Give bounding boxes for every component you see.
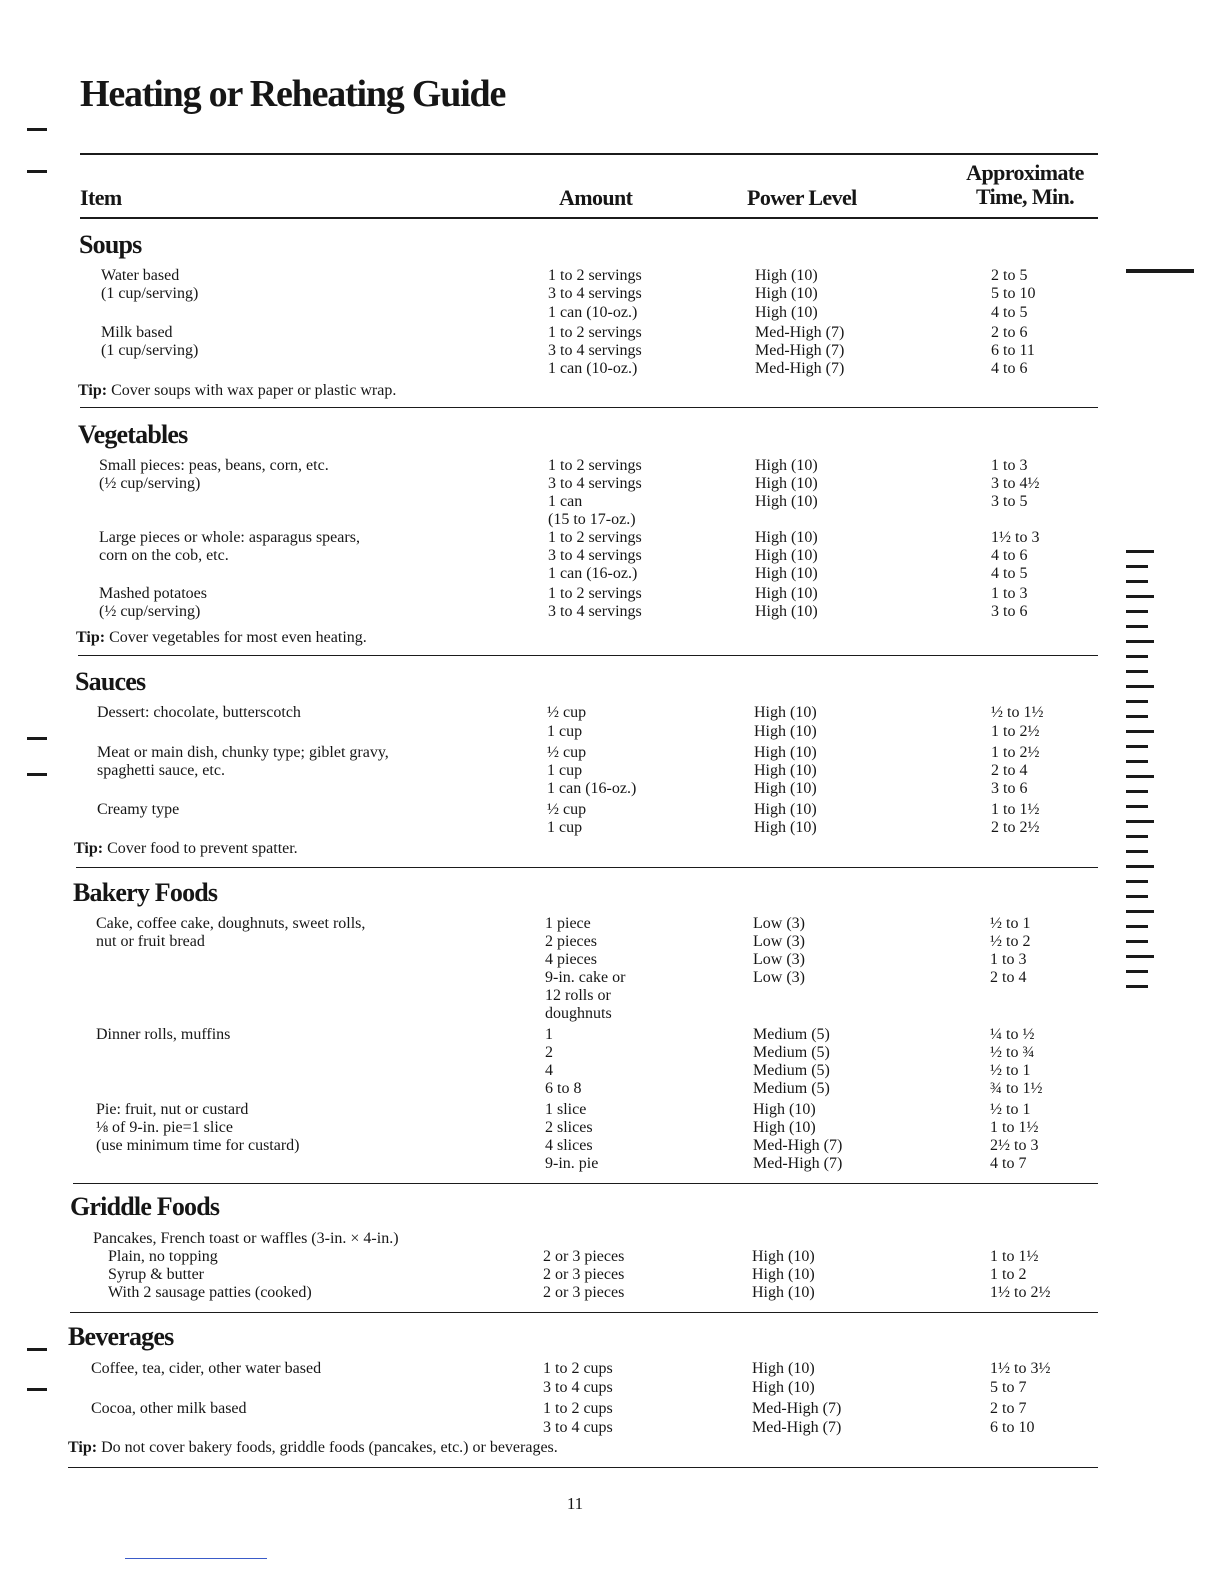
edge-tick-mark bbox=[1126, 895, 1148, 898]
table-row bbox=[0, 267, 1224, 285]
table-row bbox=[0, 1230, 1224, 1248]
table-row bbox=[0, 1026, 1224, 1044]
amount-cell: 2 bbox=[545, 1044, 553, 1061]
item-cell: Plain, no topping bbox=[108, 1248, 218, 1265]
amount-cell: 1 piece bbox=[545, 915, 591, 932]
time-cell: 5 to 7 bbox=[990, 1379, 1027, 1396]
table-row bbox=[0, 1360, 1224, 1378]
amount-cell: 9-in. cake or bbox=[545, 969, 626, 986]
amount-cell: 3 to 4 servings bbox=[548, 285, 642, 303]
amount-cell: 12 rolls or bbox=[545, 987, 611, 1004]
power-level-cell: Med-High (7) bbox=[753, 1137, 843, 1154]
edge-tick-mark bbox=[1126, 955, 1154, 958]
power-level-cell: Med-High (7) bbox=[752, 1419, 842, 1436]
item-cell: Pie: fruit, nut or custard bbox=[96, 1101, 249, 1118]
power-level-cell: Med-High (7) bbox=[755, 360, 845, 378]
item-cell: Small pieces: peas, beans, corn, etc. bbox=[99, 457, 329, 474]
time-cell: ½ to ¾ bbox=[990, 1044, 1035, 1061]
edge-tick-mark bbox=[1126, 985, 1148, 988]
table-row bbox=[0, 987, 1224, 1005]
edge-tick-mark bbox=[1126, 910, 1154, 913]
power-level-cell: High (10) bbox=[754, 723, 817, 740]
time-cell: 1 to 1½ bbox=[990, 1248, 1039, 1265]
column-header-amount: Amount bbox=[559, 185, 633, 210]
item-cell: Cocoa, other milk based bbox=[91, 1400, 247, 1417]
amount-cell: 1 can (16-oz.) bbox=[547, 780, 637, 797]
amount-cell: 3 to 4 servings bbox=[548, 341, 642, 359]
section-tip bbox=[74, 840, 298, 858]
amount-cell: 3 to 4 servings bbox=[548, 475, 642, 492]
time-cell: 6 to 10 bbox=[990, 1419, 1035, 1436]
edge-tick-mark bbox=[1126, 805, 1148, 808]
table-row bbox=[0, 565, 1224, 583]
edge-tick-mark bbox=[1126, 700, 1148, 703]
header-top-rule bbox=[80, 153, 1098, 155]
power-level-cell: High (10) bbox=[755, 475, 818, 492]
item-cell: Dinner rolls, muffins bbox=[96, 1026, 231, 1043]
table-row bbox=[0, 819, 1224, 837]
item-cell: corn on the cob, etc. bbox=[99, 547, 229, 564]
time-cell: 4 to 6 bbox=[991, 360, 1028, 378]
section-tip bbox=[76, 629, 367, 647]
power-level-cell: High (10) bbox=[752, 1379, 815, 1396]
time-cell: 3 to 6 bbox=[991, 780, 1028, 797]
power-level-cell: High (10) bbox=[755, 285, 818, 303]
table-row bbox=[0, 1400, 1224, 1418]
table-row bbox=[0, 324, 1224, 342]
table-row bbox=[0, 933, 1224, 951]
section-tip bbox=[68, 1439, 558, 1457]
power-level-cell: High (10) bbox=[755, 303, 818, 321]
time-cell: ½ to 1 bbox=[990, 1062, 1031, 1079]
edge-tick-mark bbox=[1126, 730, 1154, 733]
time-cell: ½ to 1½ bbox=[991, 704, 1044, 721]
table-row bbox=[0, 780, 1224, 798]
item-cell: Pancakes, French toast or waffles (3-in. × 4-in.) bbox=[93, 1230, 399, 1247]
table-row bbox=[0, 1419, 1224, 1437]
time-cell: 1 to 3 bbox=[991, 585, 1028, 602]
edge-tick-mark bbox=[1126, 880, 1148, 883]
footer-line bbox=[125, 1558, 267, 1559]
time-cell: 1 to 3 bbox=[991, 457, 1028, 474]
table-row bbox=[0, 723, 1224, 741]
section-tip bbox=[78, 382, 396, 400]
table-row bbox=[0, 1284, 1224, 1302]
section-divider bbox=[76, 867, 1098, 868]
power-level-cell: Med-High (7) bbox=[755, 341, 845, 359]
edge-mark bbox=[27, 773, 47, 776]
time-cell: 1½ to 2½ bbox=[990, 1284, 1051, 1301]
table-row bbox=[0, 1101, 1224, 1119]
item-cell: (½ cup/serving) bbox=[99, 603, 201, 620]
time-cell: 2 to 7 bbox=[990, 1400, 1027, 1417]
item-cell: Meat or main dish, chunky type; giblet gravy, bbox=[97, 744, 389, 761]
power-level-cell: Med-High (7) bbox=[753, 1155, 843, 1172]
power-level-cell: High (10) bbox=[753, 1101, 816, 1118]
table-row bbox=[0, 704, 1224, 722]
edge-mark bbox=[27, 128, 47, 131]
item-cell: Coffee, tea, cider, other water based bbox=[91, 1360, 322, 1377]
edge-tick-mark bbox=[1126, 550, 1154, 553]
time-cell: 1 to 3 bbox=[990, 951, 1027, 968]
column-header-time-line1: Approximate bbox=[966, 160, 1084, 185]
power-level-cell: High (10) bbox=[752, 1284, 815, 1301]
time-cell: 1½ to 3 bbox=[991, 529, 1040, 546]
edge-tick-mark bbox=[1126, 595, 1154, 598]
tip-text: Cover soups with wax paper or plastic wrap. bbox=[107, 382, 397, 399]
edge-tick-mark bbox=[1126, 670, 1148, 673]
table-row bbox=[0, 285, 1224, 303]
amount-cell: 1 to 2 cups bbox=[543, 1360, 613, 1377]
time-cell: ½ to 1 bbox=[990, 1101, 1031, 1118]
table-row bbox=[0, 1137, 1224, 1155]
table-row bbox=[0, 801, 1224, 819]
page-title: Heating or Reheating Guide bbox=[80, 73, 506, 115]
table-row bbox=[0, 1248, 1224, 1266]
table-row bbox=[0, 1062, 1224, 1080]
section-title: Sauces bbox=[75, 667, 146, 696]
time-cell: 6 to 11 bbox=[991, 341, 1035, 359]
amount-cell: 2 or 3 pieces bbox=[543, 1266, 625, 1283]
power-level-cell: High (10) bbox=[755, 547, 818, 564]
power-level-cell: High (10) bbox=[754, 704, 817, 721]
item-cell: Mashed potatoes bbox=[99, 585, 207, 602]
table-row bbox=[0, 969, 1224, 987]
power-level-cell: High (10) bbox=[754, 801, 817, 818]
section-title: Soups bbox=[79, 230, 142, 259]
power-level-cell: High (10) bbox=[755, 585, 818, 602]
header-bottom-rule bbox=[80, 217, 1098, 219]
amount-cell: 1 cup bbox=[547, 819, 583, 836]
tip-label: Tip: bbox=[76, 629, 106, 646]
power-level-cell: Medium (5) bbox=[753, 1026, 830, 1043]
table-row bbox=[0, 1080, 1224, 1098]
amount-cell: 2 or 3 pieces bbox=[543, 1284, 625, 1301]
tip-text: Cover vegetables for most even heating. bbox=[105, 629, 367, 646]
edge-tick-mark bbox=[1126, 820, 1154, 823]
table-row bbox=[0, 1266, 1224, 1284]
amount-cell: 1 to 2 servings bbox=[548, 323, 642, 341]
time-cell: 4 to 5 bbox=[991, 303, 1028, 321]
amount-cell: 1 can (10-oz.) bbox=[548, 360, 638, 378]
table-row bbox=[0, 1155, 1224, 1173]
section-title: Vegetables bbox=[78, 420, 188, 449]
section-title: Bakery Foods bbox=[73, 878, 218, 907]
amount-cell: ½ cup bbox=[547, 704, 587, 721]
edge-tick-mark bbox=[1126, 790, 1148, 793]
time-cell: ¼ to ½ bbox=[990, 1026, 1035, 1043]
edge-tick-mark bbox=[1126, 655, 1148, 658]
amount-cell: 1 to 2 servings bbox=[548, 457, 642, 474]
time-cell: ¾ to 1½ bbox=[990, 1080, 1043, 1097]
item-cell: With 2 sausage patties (cooked) bbox=[108, 1284, 312, 1301]
edge-tick-mark bbox=[1126, 715, 1148, 718]
table-row bbox=[0, 529, 1224, 547]
edge-mark bbox=[27, 170, 47, 173]
table-row bbox=[0, 547, 1224, 565]
power-level-cell: Medium (5) bbox=[753, 1080, 830, 1097]
tip-text: Cover food to prevent spatter. bbox=[103, 840, 298, 857]
table-row bbox=[0, 915, 1224, 933]
amount-cell: 4 slices bbox=[545, 1137, 593, 1154]
section-divider bbox=[80, 407, 1098, 408]
table-row bbox=[0, 342, 1224, 360]
item-cell: Water based bbox=[101, 267, 180, 284]
amount-cell: ½ cup bbox=[547, 801, 587, 818]
edge-tick-mark bbox=[1126, 760, 1148, 763]
amount-cell: 1 to 2 servings bbox=[548, 529, 642, 546]
power-level-cell: High (10) bbox=[754, 744, 817, 761]
amount-cell: 4 pieces bbox=[545, 951, 597, 968]
section-title: Beverages bbox=[68, 1322, 174, 1351]
table-row bbox=[0, 585, 1224, 603]
table-row bbox=[0, 457, 1224, 475]
time-cell: 1 to 2 bbox=[990, 1266, 1027, 1283]
time-cell: 3 to 5 bbox=[991, 493, 1028, 510]
amount-cell: 1 can (16-oz.) bbox=[548, 565, 638, 582]
time-cell: 4 to 6 bbox=[991, 547, 1028, 564]
item-cell: (use minimum time for custard) bbox=[96, 1137, 300, 1154]
time-cell: 1 to 2½ bbox=[991, 723, 1040, 740]
item-cell: (½ cup/serving) bbox=[99, 475, 201, 492]
power-level-cell: Medium (5) bbox=[753, 1062, 830, 1079]
power-level-cell: Medium (5) bbox=[753, 1044, 830, 1061]
column-header-power-level: Power Level bbox=[747, 185, 857, 210]
power-level-cell: High (10) bbox=[755, 529, 818, 546]
edge-tick-mark bbox=[1126, 940, 1148, 943]
time-cell: 3 to 6 bbox=[991, 603, 1028, 620]
time-cell: 5 to 10 bbox=[991, 285, 1036, 303]
item-cell: Creamy type bbox=[97, 801, 180, 818]
time-cell: 2 to 6 bbox=[991, 323, 1028, 341]
edge-mark bbox=[27, 1388, 47, 1391]
edge-mark bbox=[1126, 269, 1194, 273]
section-title: Griddle Foods bbox=[70, 1192, 220, 1221]
edge-tick-mark bbox=[1126, 775, 1154, 778]
table-row bbox=[0, 475, 1224, 493]
item-cell: (1 cup/serving) bbox=[101, 285, 199, 303]
time-cell: 1 to 2½ bbox=[991, 744, 1040, 761]
amount-cell: 6 to 8 bbox=[545, 1080, 582, 1097]
edge-tick-mark bbox=[1126, 610, 1148, 613]
table-row bbox=[0, 304, 1224, 322]
table-row bbox=[0, 951, 1224, 969]
time-cell: ½ to 2 bbox=[990, 933, 1031, 950]
power-level-cell: High (10) bbox=[755, 603, 818, 620]
time-cell: 4 to 5 bbox=[991, 565, 1028, 582]
power-level-cell: High (10) bbox=[754, 762, 817, 779]
time-cell: 2 to 5 bbox=[991, 267, 1028, 284]
edge-tick-mark bbox=[1126, 640, 1154, 643]
power-level-cell: Low (3) bbox=[753, 969, 805, 986]
column-header-time-line2: Time, Min. bbox=[975, 184, 1075, 209]
power-level-cell: High (10) bbox=[755, 267, 818, 284]
time-cell: 1½ to 3½ bbox=[990, 1360, 1051, 1377]
time-cell: 2 to 2½ bbox=[991, 819, 1040, 836]
time-cell: 4 to 7 bbox=[990, 1155, 1027, 1172]
power-level-cell: Low (3) bbox=[753, 933, 805, 950]
item-cell: Dessert: chocolate, butterscotch bbox=[97, 704, 301, 721]
time-cell: 2½ to 3 bbox=[990, 1137, 1039, 1154]
tip-label: Tip: bbox=[74, 840, 104, 857]
amount-cell: 3 to 4 servings bbox=[548, 603, 642, 620]
edge-tick-mark bbox=[1126, 970, 1148, 973]
amount-cell: 9-in. pie bbox=[545, 1155, 599, 1172]
amount-cell: 4 bbox=[545, 1062, 553, 1079]
table-row bbox=[0, 493, 1224, 511]
tip-text: Do not cover bakery foods, griddle foods (pancakes, etc.) or beverages. bbox=[97, 1439, 558, 1456]
amount-cell: 1 to 2 servings bbox=[548, 585, 642, 602]
edge-mark bbox=[27, 737, 47, 740]
edge-tick-mark bbox=[1126, 580, 1148, 583]
section-divider bbox=[78, 655, 1098, 656]
time-cell: 1 to 1½ bbox=[991, 801, 1040, 818]
page-number: 11 bbox=[566, 1494, 584, 1513]
table-row bbox=[0, 511, 1224, 529]
tip-label: Tip: bbox=[78, 382, 108, 399]
amount-cell: 2 or 3 pieces bbox=[543, 1248, 625, 1265]
edge-tick-mark bbox=[1126, 865, 1154, 868]
amount-cell: 1 bbox=[545, 1026, 553, 1043]
amount-cell: doughnuts bbox=[545, 1005, 612, 1022]
tip-label: Tip: bbox=[68, 1439, 98, 1456]
power-level-cell: High (10) bbox=[754, 780, 817, 797]
item-cell: ⅛ of 9-in. pie=1 slice bbox=[96, 1119, 233, 1136]
table-row bbox=[0, 1379, 1224, 1397]
time-cell: ½ to 1 bbox=[990, 915, 1031, 932]
amount-cell: 3 to 4 cups bbox=[543, 1419, 613, 1436]
item-cell: nut or fruit bread bbox=[96, 933, 205, 950]
power-level-cell: High (10) bbox=[753, 1119, 816, 1136]
amount-cell: 3 to 4 servings bbox=[548, 547, 642, 564]
amount-cell: 1 to 2 servings bbox=[548, 267, 642, 284]
edge-tick-mark bbox=[1126, 625, 1148, 628]
amount-cell: 1 can bbox=[548, 493, 583, 510]
table-row bbox=[0, 1044, 1224, 1062]
power-level-cell: High (10) bbox=[752, 1266, 815, 1283]
power-level-cell: High (10) bbox=[752, 1360, 815, 1377]
amount-cell: 1 can (10-oz.) bbox=[548, 303, 638, 321]
amount-cell: 3 to 4 cups bbox=[543, 1379, 613, 1396]
amount-cell: 2 pieces bbox=[545, 933, 597, 950]
power-level-cell: Low (3) bbox=[753, 915, 805, 932]
time-cell: 2 to 4 bbox=[990, 969, 1027, 986]
edge-mark bbox=[27, 1348, 47, 1351]
column-header-item: Item bbox=[80, 185, 122, 210]
table-row bbox=[0, 603, 1224, 621]
amount-cell: 2 slices bbox=[545, 1119, 593, 1136]
section-divider bbox=[68, 1467, 1098, 1468]
table-row bbox=[0, 1005, 1224, 1023]
table-row bbox=[0, 762, 1224, 780]
power-level-cell: High (10) bbox=[752, 1248, 815, 1265]
edge-tick-mark bbox=[1126, 745, 1148, 748]
power-level-cell: High (10) bbox=[755, 493, 818, 510]
power-level-cell: High (10) bbox=[755, 565, 818, 582]
item-cell: Syrup & butter bbox=[108, 1266, 204, 1283]
edge-tick-mark bbox=[1126, 850, 1148, 853]
edge-tick-mark bbox=[1126, 685, 1154, 688]
power-level-cell: High (10) bbox=[754, 819, 817, 836]
edge-tick-mark bbox=[1126, 565, 1148, 568]
amount-cell: 1 cup bbox=[547, 723, 583, 740]
item-cell: spaghetti sauce, etc. bbox=[97, 762, 225, 779]
time-cell: 3 to 4½ bbox=[991, 475, 1040, 492]
edge-tick-mark bbox=[1126, 925, 1148, 928]
power-level-cell: Med-High (7) bbox=[752, 1400, 842, 1417]
table-row bbox=[0, 1119, 1224, 1137]
power-level-cell: Med-High (7) bbox=[755, 323, 845, 341]
item-cell: Large pieces or whole: asparagus spears, bbox=[99, 529, 360, 546]
time-cell: 1 to 1½ bbox=[990, 1119, 1039, 1136]
section-divider bbox=[70, 1312, 1098, 1313]
item-cell: Milk based bbox=[101, 323, 173, 341]
amount-cell: 1 cup bbox=[547, 762, 583, 779]
amount-cell: ½ cup bbox=[547, 744, 587, 761]
time-cell: 2 to 4 bbox=[991, 762, 1028, 779]
edge-tick-mark bbox=[1126, 835, 1148, 838]
table-row bbox=[0, 744, 1224, 762]
amount-cell: 1 to 2 cups bbox=[543, 1400, 613, 1417]
item-cell: Cake, coffee cake, doughnuts, sweet rolls, bbox=[96, 915, 366, 932]
power-level-cell: High (10) bbox=[755, 457, 818, 474]
section-divider bbox=[73, 1183, 1098, 1184]
amount-cell: (15 to 17-oz.) bbox=[548, 511, 636, 528]
power-level-cell: Low (3) bbox=[753, 951, 805, 968]
amount-cell: 1 slice bbox=[545, 1101, 587, 1118]
item-cell: (1 cup/serving) bbox=[101, 341, 199, 359]
table-row bbox=[0, 360, 1224, 378]
